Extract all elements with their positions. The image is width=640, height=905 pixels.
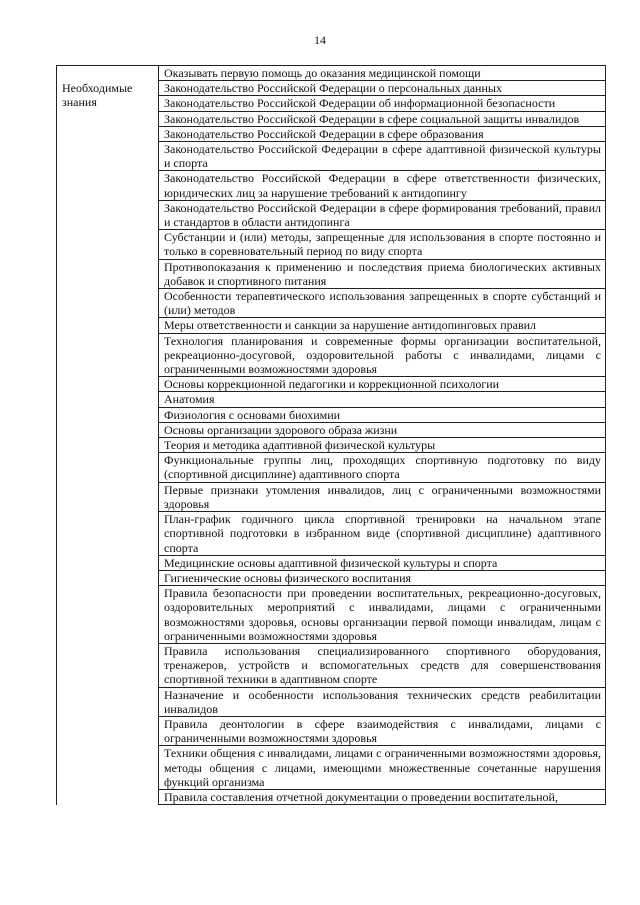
table-cell: Субстанции и (или) методы, запрещенные для использования в спорте постоянно и только в соревновательный период по виду спорта [159,230,606,259]
table-cell: Физиология с основами биохимии [159,407,606,422]
table-cell: Законодательство Российской Федерации в сфере образования [159,126,606,141]
table-cell: Первые признаки утомления инвалидов, лиц с ограниченными возможностями здоровья [159,482,606,511]
table-cell: Функциональные группы лиц, проходящих спортивную подготовку по виду (спортивной дисциплине) адаптивного спорта [159,453,606,482]
table-cell: Оказывать первую помощь до оказания медицинской помощи [159,66,606,81]
table-cell: Правила составления отчетной документации о проведении воспитательной, [159,789,606,804]
table-cell: Технология планирования и современные формы организации воспитательной, рекреационно-досуговой, оздоровительной работы с инвалидами, лицами с ограниченными возможностями здоровья [159,333,606,377]
table-cell: Анатомия [159,392,606,407]
table-cell: Медицинские основы адаптивной физической культуры и спорта [159,555,606,570]
table-cell: Противопоказания к применению и последствия приема биологических активных добавок и спортивного питания [159,259,606,288]
section-label-line: знания [62,94,97,109]
table-cell: План-график годичного цикла спортивной тренировки на начальном этапе спортивной подготовки в избранном виде (спортивной дисциплине) адаптивного спорта [159,512,606,556]
table-cell: Правила деонтологии в сфере взаимодействия с инвалидами, лицами с ограниченными возможностями здоровья [159,716,606,745]
table-cell: Основы коррекционной педагогики и коррекционной психологии [159,377,606,392]
table-cell: Правила безопасности при проведении воспитательных, рекреационно-досуговых, оздоровительных мероприятий с инвалидами, лицами с ограниченными возможностями здоровья, основы организации первой помощи инвалидам, лицам с ограниченными возможностями здоровья [159,586,606,644]
table-cell: Законодательство Российской Федерации в сфере социальной защиты инвалидов [159,111,606,126]
table-cell: Законодательство Российской Федерации об информационной безопасности [159,96,606,111]
section-label [57,81,159,805]
table-cell: Теория и методика адаптивной физической культуры [159,438,606,453]
table-cell: Законодательство Российской Федерации о персональных данных [159,81,606,96]
table-cell: Гигиенические основы физического воспитания [159,570,606,585]
table-cell: Правила использования специализированного спортивного оборудования, тренажеров, устройств и вспомогательных средств для совершенствования спортивной техники в адаптивном спорте [159,643,606,687]
table-cell: Законодательство Российской Федерации в сфере формирования требований, правил и стандартов в области антидопинга [159,200,606,229]
section-label-line: Необходимые [62,80,133,95]
knowledge-table [56,65,606,805]
table-cell: Техники общения с инвалидами, лицами с ограниченными возможностями здоровья, методы общения с лицами, имеющими множественные сочетанные нарушения функций организма [159,746,606,790]
table-cell: Основы организации здорового образа жизни [159,422,606,437]
table-cell: Меры ответственности и санкции за нарушение антидопинговых правил [159,318,606,333]
table-row [57,66,606,81]
label-cell-empty [57,66,159,81]
table-row [57,81,606,96]
table-cell: Законодательство Российской Федерации в сфере адаптивной физической культуры и спорта [159,142,606,171]
page-number: 14 [314,33,326,47]
table-cell: Назначение и особенности использования технических средств реабилитации инвалидов [159,687,606,716]
table-cell: Законодательство Российской Федерации в сфере ответственности физических, юридических лиц за нарушение требований к антидопингу [159,171,606,200]
table-cell: Особенности терапевтического использования запрещенных в спорте субстанций и (или) методов [159,289,606,318]
